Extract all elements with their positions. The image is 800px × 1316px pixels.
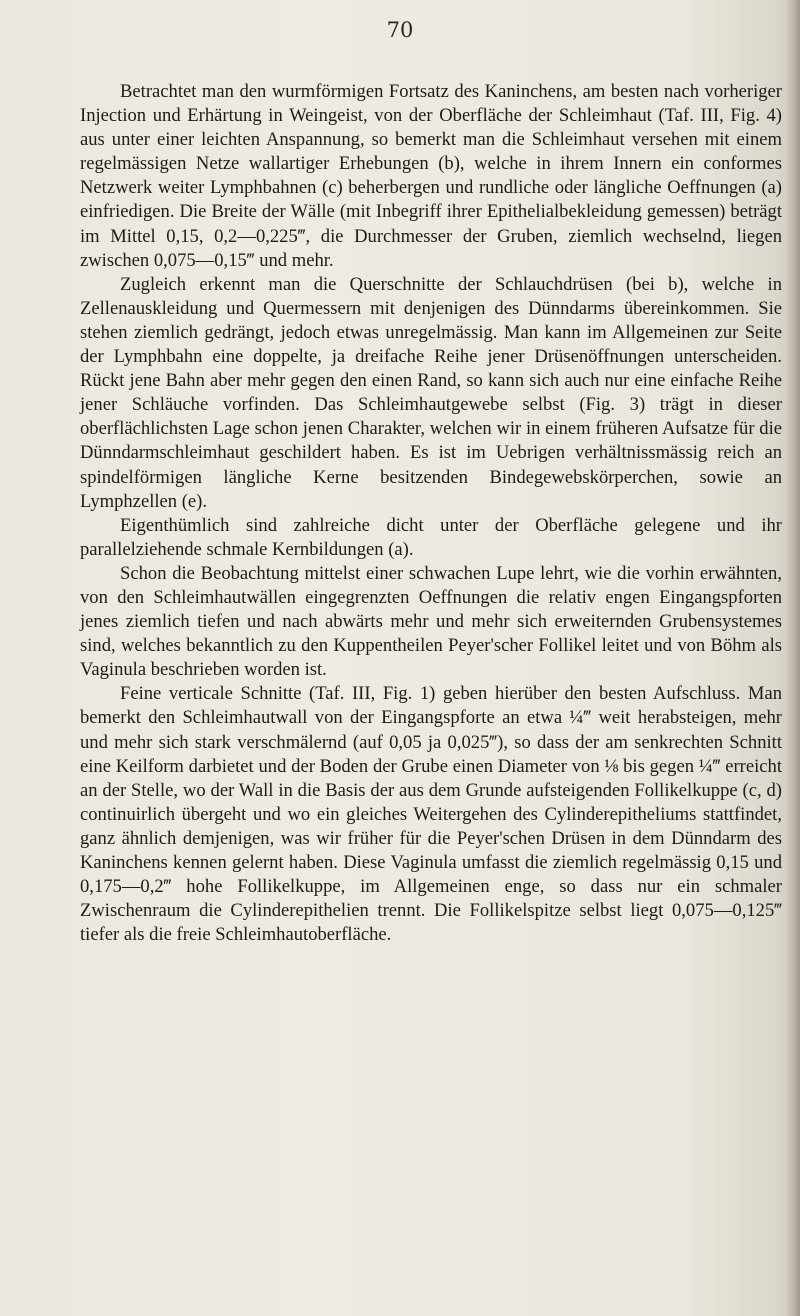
body-text xyxy=(80,80,782,947)
page-edge-shadow xyxy=(786,0,800,1316)
paragraph: Eigenthümlich sind zahlreiche dicht unter der Oberfläche gelegene und ihr parallelziehende schmale Kernbildungen (a). xyxy=(80,514,782,560)
paragraph: Feine verticale Schnitte (Taf. III, Fig. 1) geben hierüber den besten Aufschluss. Man bemerkt den Schleimhautwall von der Eingangspforte an etwa ¼‴ weit herabsteigen, mehr und mehr sich stark verschmälernd (auf 0,05 ja 0,025‴), so dass der am senkrechten Schnitt eine Keilform darbietet und der Boden der Grube einen Diameter von ⅛ bis gegen ¼‴ erreicht an der Stelle, wo der Wall in die Basis der aus dem Grunde aufsteigenden Follikelkuppe (c, d) continuirlich übergeht und wo ein gleiches Weitergehen des Cylinderepitheliums stattfindet, ganz ähnlich demjenigen, was wir früher für die Peyer'schen Drüsen in dem Dünndarm des Kaninchens kennen gelernt haben. Diese Vaginula umfasst die ziemlich regelmässig 0,15 und 0,175—0,2‴ hohe Follikelkuppe, im Allgemeinen enge, so dass nur ein schmaler Zwischenraum die Cylinderepithelien trennt. Die Follikelspitze selbst liegt 0,075—0,125‴ tiefer als die freie Schleimhautoberfläche. xyxy=(80,683,782,946)
paragraph: Zugleich erkennt man die Querschnitte der Schlauchdrüsen (bei b), welche in Zellenauskleidung und Quermessern mit denjenigen des Dünndarms übereinkommen. Sie stehen ziemlich gedrängt, jedoch etwas unregelmässig. Man kann im Allgemeinen zur Seite der Lymphbahn eine doppelte, ja dreifache Reihe jener Drüsenöffnungen unterscheiden. Rückt jene Bahn aber mehr gegen den einen Rand, so kann sich auch nur eine einfache Reihe jener Schläuche vorfinden. Das Schleimhautgewebe selbst (Fig. 3) trägt in dieser oberflächlichsten Lage schon jenen Charakter, welchen wir in einem früheren Aufsatze für die Dünndarmschleimhaut geschildert haben. Es ist im Uebrigen verhältnissmässig reich an spindelförmigen längliche Kerne besitzenden Bindegewebskörperchen, sowie an Lymphzellen (e). xyxy=(80,273,782,512)
paragraph: Betrachtet man den wurmförmigen Fortsatz des Kaninchens, am besten nach vorheriger Injection und Erhärtung in Weingeist, von der Oberfläche der Schleimhaut (Taf. III, Fig. 4) aus unter einer leichten Anspannung, so bemerkt man die Schleimhaut versehen mit einem regelmässigen Netze wallartiger Erhebungen (b), welche in ihrem Innern ein conformes Netzwerk weiter Lymphbahnen (c) beherbergen und rundliche oder längliche Oeffnungen (a) einfriedigen. Die Breite der Wälle (mit Inbegriff ihrer Epithelialbekleidung gemessen) beträgt im Mittel 0,15, 0,2—0,225‴, die Durchmesser der Gruben, ziemlich wechselnd, liegen zwischen 0,075—0,15‴ und mehr. xyxy=(80,81,782,271)
page-number: 70 xyxy=(386,18,414,42)
paragraph: Schon die Beobachtung mittelst einer schwachen Lupe lehrt, wie die vorhin erwähnten, von den Schleimhautwällen eingegrenzten Oeffnungen die relativ engen Eingangspforten jenes ziemlich tiefen und nach abwärts mehr und mehr sich erweiternden Grubensystemes sind, welches bekanntlich zu den Kuppentheilen Peyer'scher Follikel leitet und von Böhm als Vaginula beschrieben worden ist. xyxy=(80,562,782,681)
